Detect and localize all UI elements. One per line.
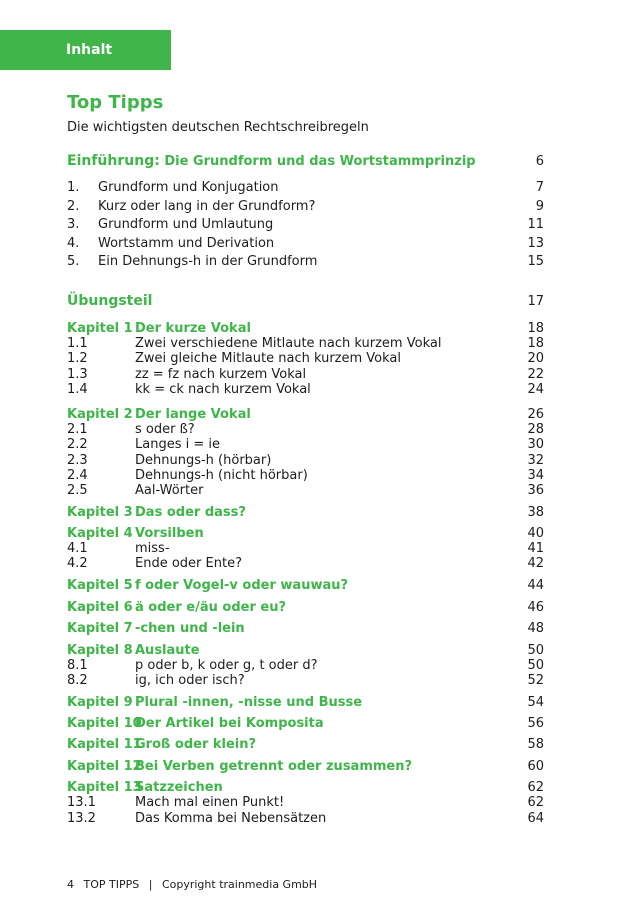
toc-page-number: 50 [527,658,544,673]
toc-page-number: 48 [527,621,544,636]
toc-entry-number: 5. [67,254,80,269]
toc-entry-number: 1. [67,180,80,195]
toc-entry-number: 2.5 [67,483,88,498]
toc-page-number: 62 [527,780,544,795]
toc-chapter-3[interactable] [67,505,544,521]
toc-page-number: 56 [527,716,544,731]
toc-page-number: 64 [527,811,544,826]
toc-entry-number: Kapitel 11 [67,737,142,752]
toc-entry-number: 1.4 [67,382,88,397]
footer-book-title: TOP TIPPS [83,878,140,891]
toc-entry-label: Auslaute [135,643,200,658]
toc-chapter-7[interactable] [67,621,544,637]
toc-entry-label: miss- [135,541,170,556]
toc-intro-heading[interactable] [67,153,544,170]
toc-page-number: 52 [527,673,544,688]
toc-page-number: 36 [527,483,544,498]
toc-entry-label: Das Komma bei Nebensätzen [135,811,327,826]
toc-entry-number: 3. [67,217,80,232]
toc-page-number: 50 [527,643,544,658]
toc-uebung-heading[interactable] [67,293,544,310]
toc-chapter-6[interactable] [67,600,544,616]
toc-entry-label: Ende oder Ente? [135,556,242,571]
toc-entry-label: Grundform und Konjugation [98,180,279,195]
toc-page-number: 44 [527,578,544,593]
toc-entry-label: ä oder e/äu oder eu? [135,600,287,615]
toc-page-number: 11 [527,217,544,232]
toc-entry-label: Zwei gleiche Mitlaute nach kurzem Vokal [135,351,402,366]
toc-entry-label: Grundform und Umlautung [98,217,274,232]
toc-subsection[interactable] [67,453,544,469]
toc-chapter-5[interactable] [67,578,544,594]
toc-entry-number: 13.2 [67,811,96,826]
footer-copyright: Copyright trainmedia GmbH [161,878,318,891]
toc-subsection[interactable] [67,673,544,689]
toc-chapter-1[interactable] [67,321,544,337]
toc-page-number: 38 [527,505,544,520]
toc-subsection[interactable] [67,437,544,453]
toc-page-number: 7 [535,180,544,195]
toc-page-number: 62 [527,795,544,810]
toc-chapter-12[interactable] [67,759,544,775]
toc-entry-label: Der lange Vokal [135,407,251,422]
toc-page-number: 17 [527,294,544,309]
toc-entry-number: 1.1 [67,336,88,351]
toc-subsection[interactable] [67,422,544,438]
toc-entry-label: Der Artikel bei Komposita [135,716,324,731]
toc-entry-label: Mach mal einen Punkt! [135,795,285,810]
toc-intro-item[interactable] [67,254,544,270]
toc-entry-label: Bei Verben getrennt oder zusammen? [135,759,413,774]
toc-entry-label: Kurz oder lang in der Grundform? [98,199,316,214]
toc-entry-label: s oder ß? [135,422,195,437]
toc-entry-label: f oder Vogel-v oder wauwau? [135,578,349,593]
toc-page-number: 22 [527,367,544,382]
toc-page-number: 18 [527,336,544,351]
toc-subsection[interactable] [67,541,544,557]
toc-page-number: 18 [527,321,544,336]
toc-subsection[interactable] [67,483,544,499]
toc-entry-number: Kapitel 13 [67,780,142,795]
toc-subsection[interactable] [67,382,544,398]
toc-entry-number: 2.3 [67,453,88,468]
toc-entry-number: 2.1 [67,422,88,437]
toc-page-number: 32 [527,453,544,468]
toc-page-number: 41 [527,541,544,556]
intro-prefix: Einführung: [67,153,160,169]
toc-entry-number: Kapitel 9 [67,695,133,710]
toc-subsection[interactable] [67,336,544,352]
toc-page-number: 28 [527,422,544,437]
toc-entry-number: 1.3 [67,367,88,382]
toc-chapter-11[interactable] [67,737,544,753]
toc-page-number: 26 [527,407,544,422]
section-tab-label: Inhalt [66,42,113,58]
toc-chapter-8[interactable] [67,643,544,659]
toc-subsection[interactable] [67,556,544,572]
toc-entry-label: kk = ck nach kurzem Vokal [135,382,311,397]
toc-entry-number: Kapitel 12 [67,759,142,774]
toc-entry-number: 4. [67,236,80,251]
toc-page-number: 42 [527,556,544,571]
toc-entry-number: 4.1 [67,541,88,556]
toc-chapter-10[interactable] [67,716,544,732]
toc-entry-label: Aal-Wörter [135,483,204,498]
toc-entry-number: Kapitel 2 [67,407,133,422]
toc-entry-label: Der kurze Vokal [135,321,251,336]
toc-entry-label: -chen und -lein [135,621,245,636]
toc-entry-label: Langes i = ie [135,437,220,452]
toc-page-number: 54 [527,695,544,710]
toc-entry-label: ig, ich oder isch? [135,673,245,688]
footer-page-number: 4 [67,878,74,891]
toc-entry-number: 4.2 [67,556,88,571]
toc-entry-label: Plural -innen, -nisse und Busse [135,695,363,710]
toc-intro-item[interactable] [67,236,544,252]
toc-entry-number: Kapitel 6 [67,600,133,615]
toc-entry-number: 1.2 [67,351,88,366]
toc-subsection[interactable] [67,468,544,484]
toc-entry-label: Zwei verschiedene Mitlaute nach kurzem Vokal [135,336,442,351]
toc-chapter-2[interactable] [67,407,544,423]
toc-page-number: 60 [527,759,544,774]
toc-page-number: 46 [527,600,544,615]
toc-entry-number: 8.1 [67,658,88,673]
page-subtitle: Die wichtigsten deutschen Rechtschreibregeln [67,120,369,135]
section-tab [0,30,171,70]
toc-chapter-13[interactable] [67,780,544,796]
toc-subsection[interactable] [67,367,544,383]
toc-entry-number: 2.4 [67,468,88,483]
toc-entry-label: Das oder dass? [135,505,246,520]
toc-page-number: 58 [527,737,544,752]
footer-separator: | [148,878,153,891]
toc-page-number: 40 [527,526,544,541]
toc-subsection[interactable] [67,351,544,367]
toc-subsection[interactable] [67,658,544,674]
toc-entry-number: Kapitel 7 [67,621,133,636]
toc-entry-number: Kapitel 8 [67,643,133,658]
toc-entry-label: Dehnungs-h (nicht hörbar) [135,468,308,483]
uebung-title: Übungsteil [67,293,153,309]
toc-intro-item[interactable] [67,199,544,215]
toc-page-number: 13 [527,236,544,251]
toc-subsection[interactable] [67,795,544,811]
toc-page-number: 34 [527,468,544,483]
toc-entry-number: Kapitel 10 [67,716,142,731]
intro-title: Die Grundform und das Wortstammprinzip [159,154,476,169]
toc-page-number: 24 [527,382,544,397]
toc-page-number: 9 [535,199,544,214]
toc-page-number: 20 [527,351,544,366]
toc-entry-number: Kapitel 4 [67,526,133,541]
toc-intro-item[interactable] [67,180,544,196]
toc-page-number: 30 [527,437,544,452]
toc-entry-label: p oder b, k oder g, t oder d? [135,658,318,673]
toc-page-number: 6 [535,154,544,169]
toc-chapter-4[interactable] [67,526,544,542]
toc-entry-number: Kapitel 5 [67,578,133,593]
toc-entry-number: Kapitel 3 [67,505,133,520]
toc-entry-number: Kapitel 1 [67,321,133,336]
toc-entry-label: Wortstamm und Derivation [98,236,275,251]
page-title: Top Tipps [67,92,164,113]
toc-subsection[interactable] [67,811,544,827]
toc-entry-number: 2.2 [67,437,88,452]
toc-entry-label: Vorsilben [135,526,204,541]
page-footer [67,878,317,891]
toc-entry-label: Satzzeichen [135,780,223,795]
toc-page-number: 15 [527,254,544,269]
toc-entry-number: 8.2 [67,673,88,688]
toc-entry-number: 13.1 [67,795,96,810]
toc-entry-number: 2. [67,199,80,214]
toc-intro-item[interactable] [67,217,544,233]
toc-chapter-9[interactable] [67,695,544,711]
toc-entry-label: Groß oder klein? [135,737,257,752]
toc-entry-label: Dehnungs-h (hörbar) [135,453,272,468]
toc-entry-label: zz = fz nach kurzem Vokal [135,367,307,382]
toc-entry-label: Ein Dehnungs-h in der Grundform [98,254,318,269]
